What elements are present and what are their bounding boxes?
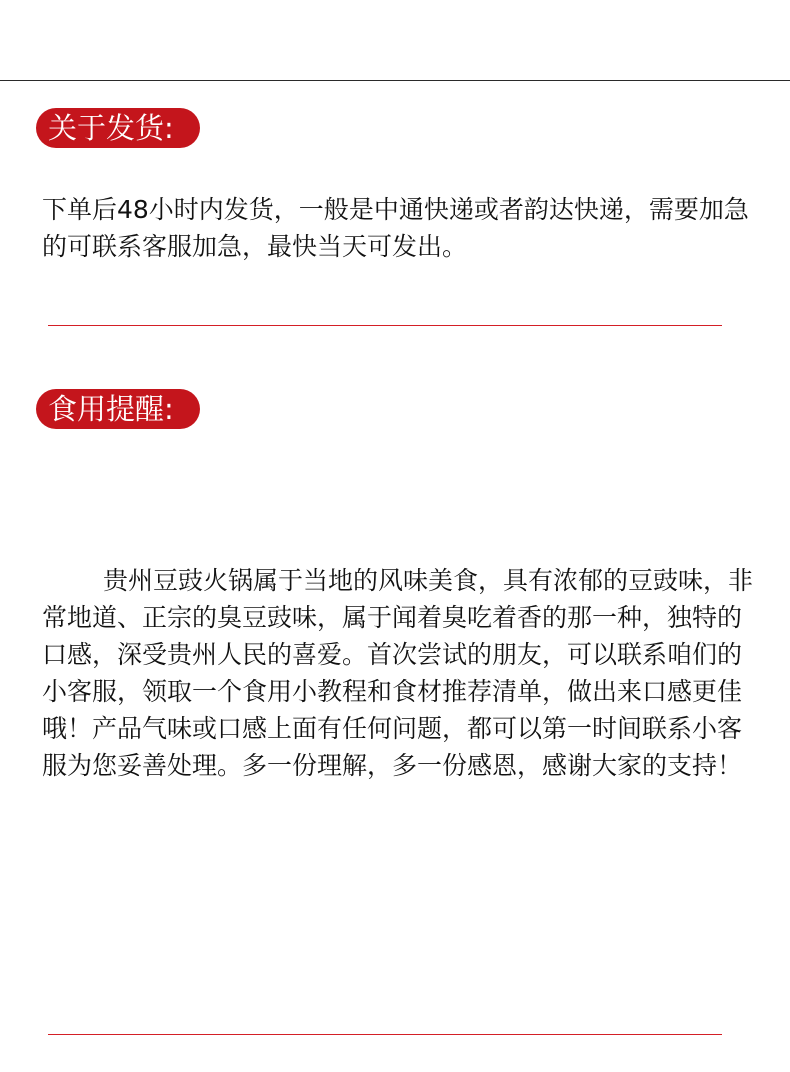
usage-text: 贵州豆豉火锅属于当地的风味美食，具有浓郁的豆豉味，非常地道、正宗的臭豆豉味，属于闻着臭吃着香的那一种，独特的口感，深受贵州人民的喜爱。首次尝试的朋友，可以联系咱们的小客服，领取一个食用小教程和食材推荐清单，做出来口感更佳哦！产品气味或口感上面有任何问题，都可以第一时间联系小客服为您妥善处理。多一份理解，多一份感恩，感谢大家的支持！ bbox=[42, 566, 754, 780]
shipping-text: 下单后48小时内发货，一般是中通快递或者韵达快递，需要加急的可联系客服加急，最快当天可发出。 bbox=[42, 195, 749, 261]
usage-heading-badge bbox=[36, 389, 200, 429]
top-divider bbox=[0, 80, 790, 81]
shipping-heading-badge bbox=[36, 108, 200, 148]
section-divider-1 bbox=[48, 325, 722, 326]
usage-heading: 食用提醒: bbox=[48, 392, 174, 426]
shipping-heading: 关于发货: bbox=[48, 111, 174, 145]
section-divider-2 bbox=[48, 1034, 722, 1035]
